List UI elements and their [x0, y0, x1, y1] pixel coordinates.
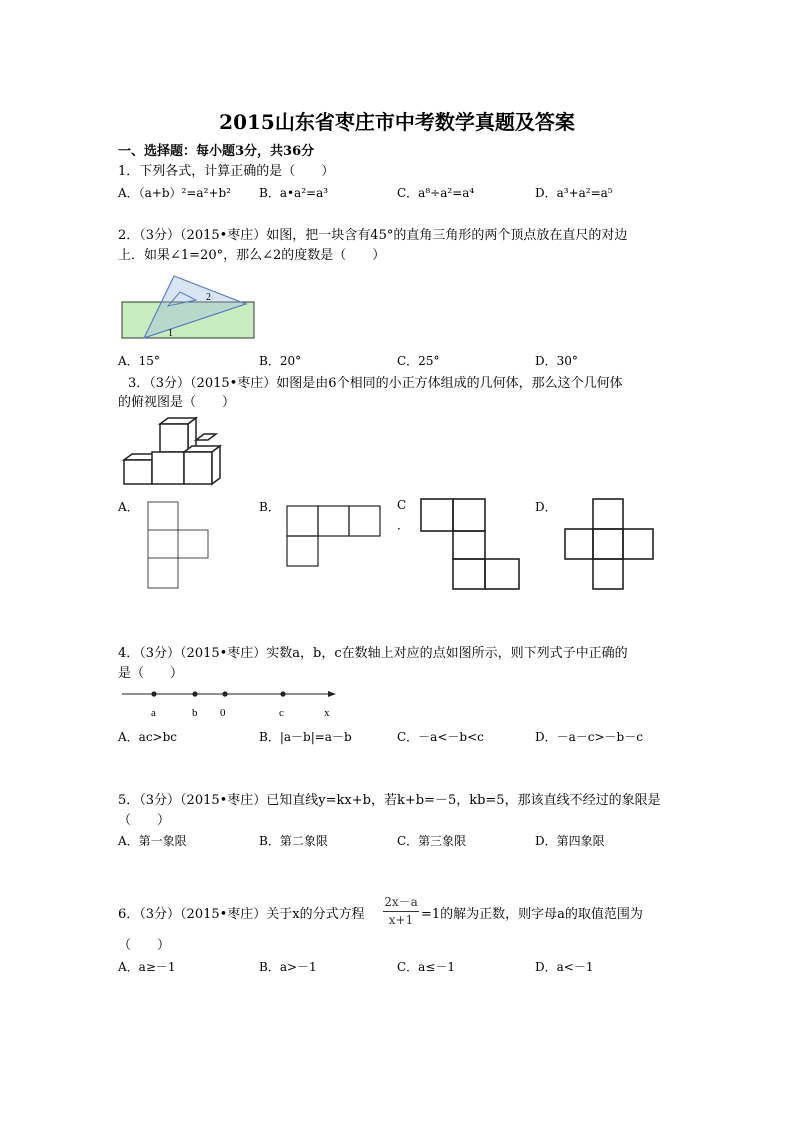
q1-option-b: B．a•a²=a³ — [259, 186, 329, 200]
question-4-stem-line2: 是（ ） — [118, 666, 184, 681]
q2-option-b: B．20° — [259, 354, 302, 368]
q6-fraction-numerator: 2x－a — [383, 893, 419, 912]
angle-1-label: 1 — [168, 328, 173, 339]
q3-option-c-dot: ． — [397, 518, 410, 532]
q4-option-b: B．|a－b|=a－b — [259, 730, 352, 744]
q3-option-d-label: D． — [535, 500, 557, 514]
q3-option-a-label: A． — [118, 500, 139, 514]
q6-fraction — [383, 893, 419, 927]
section-heading: 一、选择题：每小题3分，共36分 — [118, 144, 315, 159]
q3-option-b-figure — [285, 504, 383, 568]
axis-label-c: c — [279, 707, 284, 719]
angle-2-label: 2 — [206, 292, 211, 303]
axis-label-b: b — [192, 707, 198, 719]
q6-fraction-denominator: x+1 — [388, 913, 414, 927]
q3-option-d-figure — [563, 496, 657, 592]
q5-option-b: B．第二象限 — [259, 834, 328, 848]
axis-label-a: a — [151, 707, 156, 719]
q6-option-a: A．a≥－1 — [118, 960, 176, 974]
question-5-stem-line2: （ ） — [118, 813, 171, 828]
question-1-stem: 1．下列各式，计算正确的是（ ） — [118, 164, 335, 179]
question-3-stem-line2: 的俯视图是（ ） — [118, 395, 236, 410]
question-6-stem-suffix: =1的解为正数，则字母a的取值范围为 — [421, 907, 643, 922]
question-2-stem-line1: 2．（3分）（2015•枣庄）如图，把一块含有45°的直角三角形的两个顶点放在直尺的对边 — [118, 228, 628, 243]
q4-number-line — [120, 686, 340, 720]
q6-option-d: D．a<－1 — [535, 960, 594, 974]
q2-option-a: A．15° — [118, 354, 160, 368]
q2-option-d: D．30° — [535, 354, 578, 368]
axis-label-0: 0 — [220, 707, 226, 719]
q6-option-b: B．a>－1 — [259, 960, 317, 974]
q3-option-c-figure — [418, 496, 524, 592]
q4-option-a: A．ac>bc — [118, 730, 177, 744]
q4-option-d: D．－a－c>－b－c — [535, 730, 643, 744]
q4-option-c: C．－a<－b<c — [397, 730, 484, 744]
question-2-stem-line2: 上．如果∠1=20°，那么∠2的度数是（ ） — [118, 248, 386, 263]
q5-option-d: D．第四象限 — [535, 834, 605, 848]
q2-option-c: C．25° — [397, 354, 440, 368]
q3-cube-figure — [120, 414, 240, 486]
question-4-stem-line1: 4．（3分）（2015•枣庄）实数a，b，c在数轴上对应的点如图所示，则下列式子中正确的 — [118, 646, 628, 661]
q1-option-d: D．a³+a²=a⁵ — [535, 186, 613, 200]
q5-option-c: C．第三象限 — [397, 834, 467, 848]
q1-option-c: C．a⁸÷a²=a⁴ — [397, 186, 475, 200]
q5-option-a: A．第一象限 — [118, 834, 187, 848]
question-6-stem-line2: （ ） — [118, 938, 171, 953]
axis-label-x: x — [324, 707, 330, 719]
q3-option-b-label: B． — [259, 500, 280, 514]
question-5-stem-line1: 5．（3分）（2015•枣庄）已知直线y=kx+b，若k+b=－5，kb=5，那该直线不经过的象限是 — [118, 793, 661, 808]
page-title: 2015山东省枣庄市中考数学真题及答案 — [219, 110, 575, 134]
q3-option-c-label: C — [397, 498, 407, 512]
q1-option-a: A．（a+b）²=a²+b² — [118, 186, 231, 200]
question-6-stem-prefix: 6．（3分）（2015•枣庄）关于x的分式方程 — [118, 907, 365, 922]
q2-ruler-triangle-figure — [118, 270, 258, 342]
question-3-stem-line1: 3．（3分）（2015•枣庄）如图是由6个相同的小正方体组成的几何体，那么这个几何体 — [128, 376, 623, 391]
q6-option-c: C．a≤－1 — [397, 960, 456, 974]
q3-option-a-figure — [146, 500, 210, 592]
